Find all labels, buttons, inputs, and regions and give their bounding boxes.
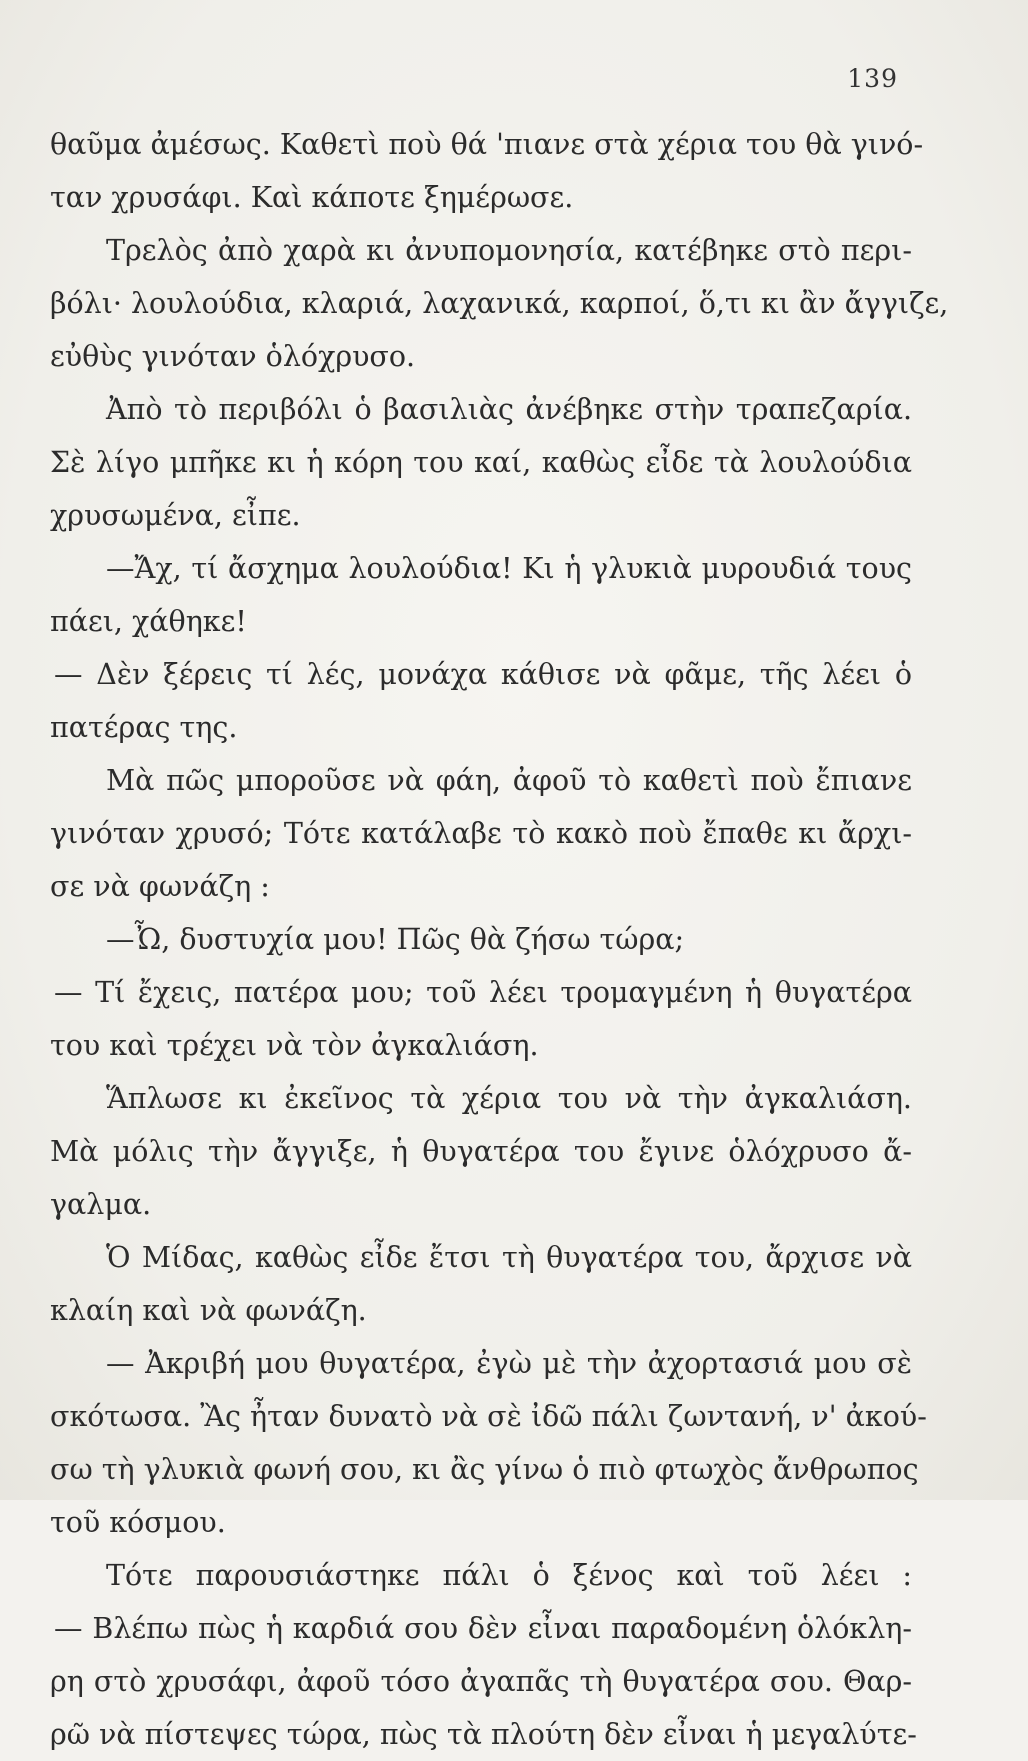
- text-line: γαλμα.: [50, 1188, 152, 1221]
- text-line: — Βλέπω πὼς ἡ καρδιά σου δὲν εἶναι παραδομένη ὁλόκλη-: [54, 1612, 912, 1645]
- text-line: — Ἀκριβή μου θυγατέρα, ἐγὼ μὲ τὴν ἀχορτασιά μου σὲ: [106, 1347, 912, 1380]
- text-line: Μὰ μόλις τὴν ἄγγιξε, ἡ θυγατέρα του ἔγινε ὁλόχρυσο ἄ-: [50, 1135, 912, 1168]
- text-line: —Ὦ, δυστυχία μου! Πῶς θὰ ζήσω τώρα;: [106, 923, 685, 956]
- text-line: Μὰ πῶς μποροῦσε νὰ φάη, ἀφοῦ τὸ καθετὶ ποὺ ἔπιανε: [106, 764, 912, 797]
- text-line: Ὁ Μίδας, καθὼς εἶδε ἔτσι τὴ θυγατέρα του, ἄρχισε νὰ: [106, 1241, 912, 1274]
- text-line: Τρελὸς ἀπὸ χαρὰ κι ἀνυπομονησία, κατέβηκε στὸ περι-: [106, 234, 912, 267]
- text-line: σε νὰ φωνάζη :: [50, 870, 270, 903]
- text-line: πατέρας της.: [50, 711, 238, 744]
- text-line: Τότε παρουσιάστηκε πάλι ὁ ξένος καὶ τοῦ λέει :: [106, 1559, 912, 1592]
- page-text-block: [50, 118, 949, 1761]
- text-line: σκότωσα. Ἂς ἦταν δυνατὸ νὰ σὲ ἰδῶ πάλι ζωντανή, ν' ἀκού-: [50, 1400, 927, 1433]
- text-line: ρη στὸ χρυσάφι, ἀφοῦ τόσο ἀγαπᾶς τὴ θυγατέρα σου. Θαρ-: [50, 1665, 912, 1698]
- text-line: Ἅπλωσε κι ἐκεῖνος τὰ χέρια του νὰ τὴν ἀγκαλιάση.: [106, 1082, 912, 1115]
- text-line: Ἀπὸ τὸ περιβόλι ὁ βασιλιὰς ἀνέβηκε στὴν τραπεζαρία.: [106, 393, 912, 426]
- text-line: Σὲ λίγο μπῆκε κι ἡ κόρη του καί, καθὼς εἶδε τὰ λουλούδια: [50, 446, 912, 479]
- text-line: βόλι· λουλούδια, κλαριά, λαχανικά, καρποί, ὅ,τι κι ἂν ἄγγιζε,: [50, 287, 949, 320]
- text-line: — Τί ἔχεις, πατέρα μου; τοῦ λέει τρομαγμένη ἡ θυγατέρα: [54, 976, 912, 1009]
- text-line: εὐθὺς γινόταν ὁλόχρυσο.: [50, 340, 416, 373]
- page-number: 139: [847, 64, 898, 93]
- text-line: κλαίη καὶ νὰ φωνάζη.: [50, 1294, 367, 1327]
- text-line: πάει, χάθηκε!: [50, 605, 247, 638]
- text-line: ταν χρυσάφι. Καὶ κάποτε ξημέρωσε.: [50, 181, 574, 214]
- text-line: θαῦμα ἀμέσως. Καθετὶ ποὺ θά 'πιανε στὰ χέρια του θὰ γινό-: [50, 128, 924, 161]
- text-line: τοῦ κόσμου.: [50, 1506, 226, 1539]
- text-line: ρῶ νὰ πίστεψες τώρα, πὼς τὰ πλούτη δὲν εἶναι ἡ μεγαλύτε-: [50, 1718, 917, 1751]
- text-line: χρυσωμένα, εἶπε.: [50, 499, 301, 532]
- text-line: —Ἄχ, τί ἄσχημα λουλούδια! Κι ἡ γλυκιὰ μυρουδιά τους: [106, 552, 912, 585]
- text-line: — Δὲν ξέρεις τί λές, μονάχα κάθισε νὰ φᾶμε, τῆς λέει ὁ: [54, 658, 912, 691]
- text-line: του καὶ τρέχει νὰ τὸν ἀγκαλιάση.: [50, 1029, 539, 1062]
- text-line: σω τὴ γλυκιὰ φωνή σου, κι ἂς γίνω ὁ πιὸ φτωχὸς ἄνθρωπος: [50, 1453, 919, 1486]
- text-line: γινόταν χρυσό; Τότε κατάλαβε τὸ κακὸ ποὺ ἔπαθε κι ἄρχι-: [50, 817, 912, 850]
